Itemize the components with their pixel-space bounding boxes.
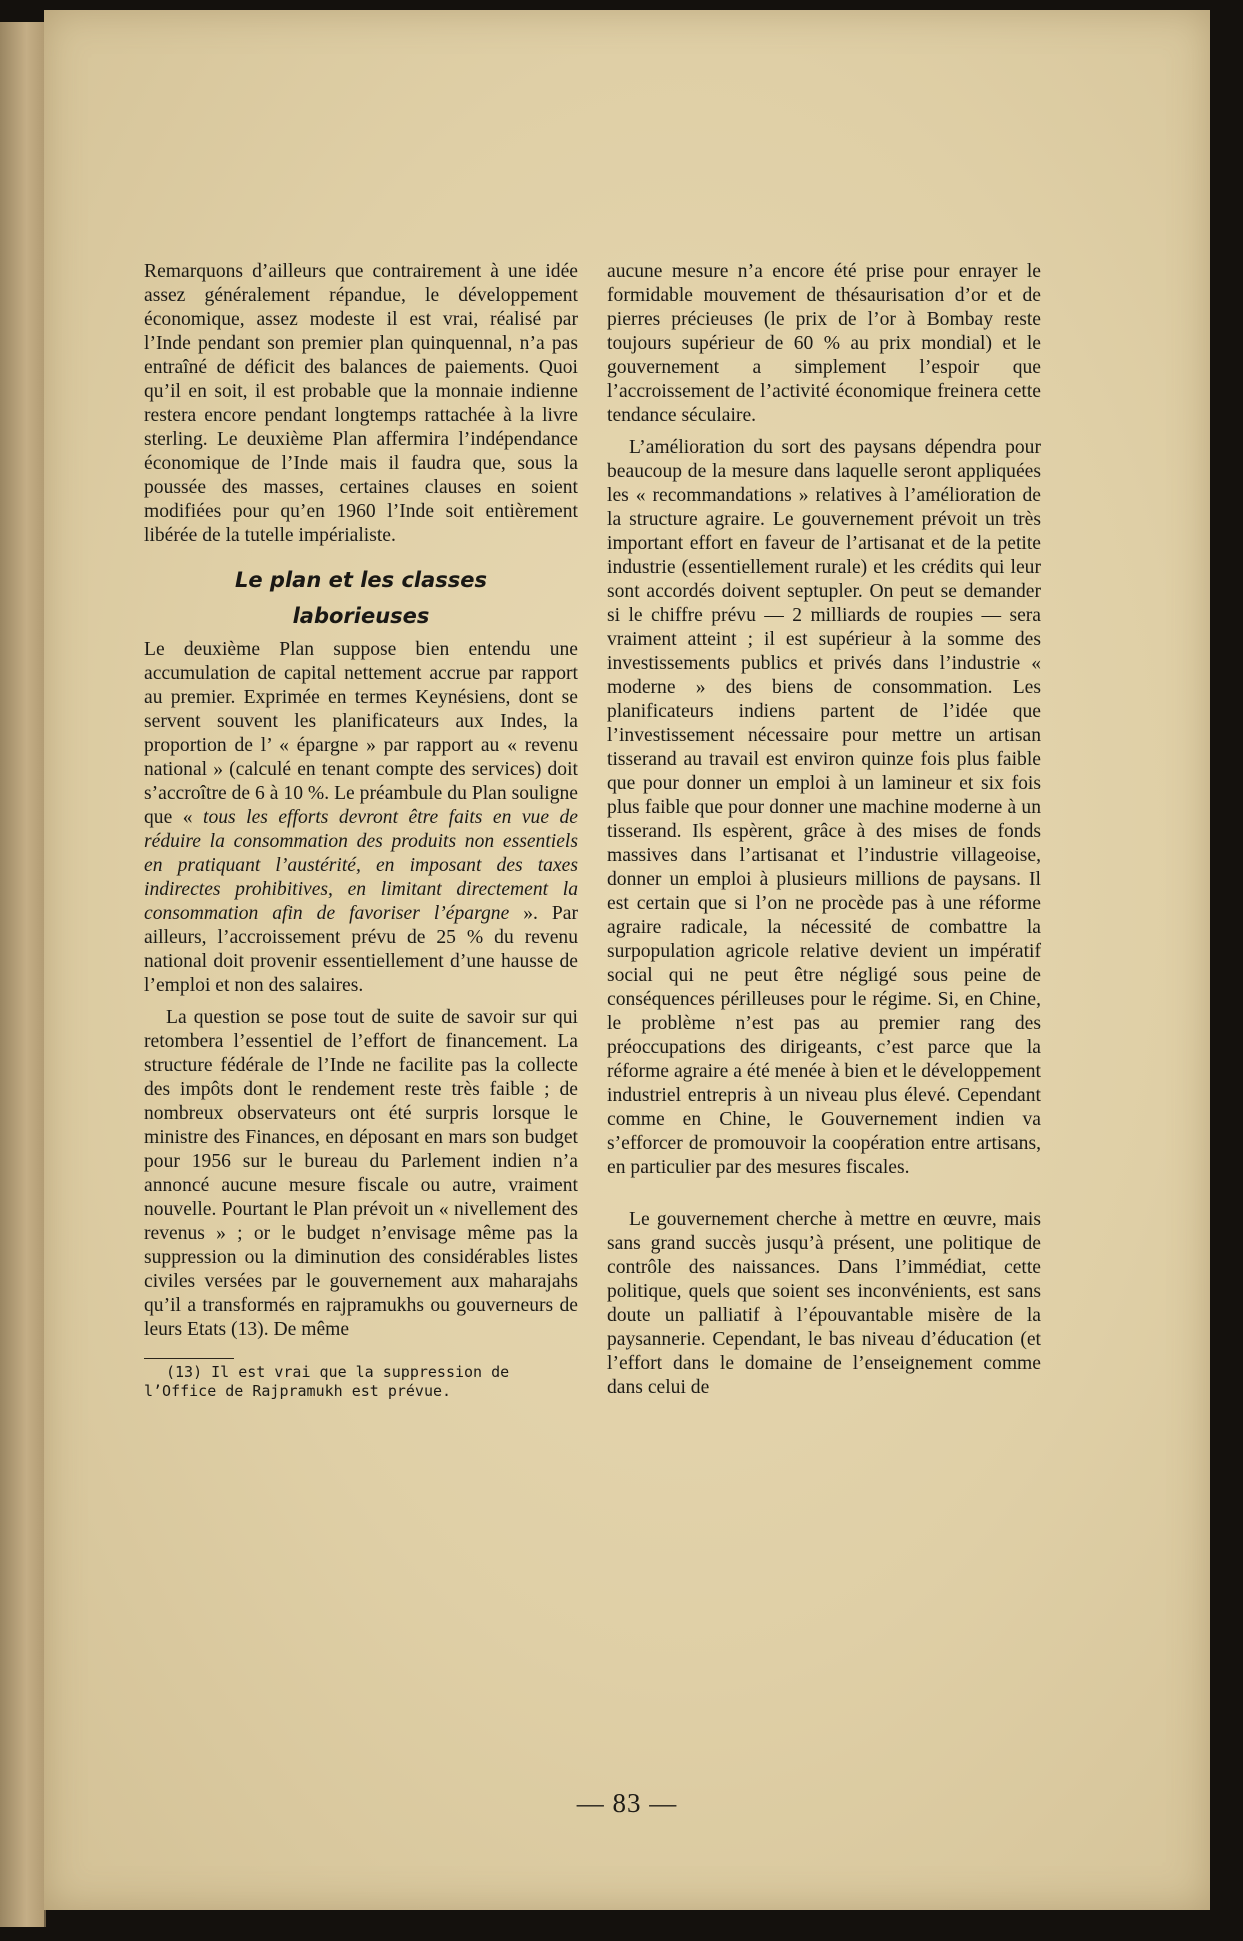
plan-preamble-quote: tous les efforts devront être faits en vue de réduire la consommation des produits non essentiels en pratiquant l’austérité, en imposant des taxes indirectes prohibitives, en limitant directement la consommation afin de favoriser l’épargne	[144, 807, 578, 924]
section-heading-line-2: laborieuses	[292, 604, 430, 628]
paragraph-balance-of-payments: Remarquons d’ailleurs que contrairement à une idée assez généralement répandue, le développement économique, assez modeste il est vrai, réalisé par l’Inde pendant son premier plan quinquennal, n’a pas entraîné de déficit des balances de paiements. Quoi qu’il en soit, il est probable que la monnaie indienne restera encore pendant longtemps rattachée à la livre sterling. Le deuxième Plan affermira l’indépendance économique de l’Inde mais il faudra que, sous la poussée des masses, certaines clauses en soient modifiées pour qu’en 1960 l’Inde soit entièrement libérée de la tutelle impérialiste.	[144, 261, 578, 546]
paragraph-peasant-conditions: L’amélioration du sort des paysans dépendra pour beaucoup de la mesure dans laquelle seront appliquées les « recommandations » relatives à l’amélioration de la structure agraire. Le gouvernement prévoit un très important effort en faveur de l’artisanat et de la petite industrie (essentiellement rurale) et les crédits qui leur sont accordés doivent septupler. On peut se demander si le chiffre prévu — 2 milliards de roupies — sera vraiment atteint ; il est supérieur à la somme des investissements publics et privés dans l’industrie « moderne » des biens de consommation. Les planificateurs indiens partent de l’idée que l’investissement nécessaire pour mettre un artisan tisserand au travail est environ quinze fois plus faible que pour donner un emploi à un lamineur et six fois plus faible que pour donner une machine moderne à un tisserand. Ils espèrent, grâce à des mises de fonds massives dans l’artisanat et l’industrie villageoise, donner un emploi à plusieurs millions de paysans. Il est certain que si l’on ne procède pas à une réforme agraire radicale, la nécessité de combattre la surpopulation agricole relative devient un impératif social qui ne peut être négligé sous peine de conséquences périlleuses pour le régime. Si, en Chine, le problème n’est pas au premier rang des préoccupations des dirigeants, c’est parce que la réforme agraire a été menée à bien et le développement industriel entrepris à un niveau plus élevé. Cependant comme en Chine, le Gouvernement indien va s’efforcer de promouvoir la coopération entre artisans, en particulier par des mesures fiscales.	[607, 437, 1041, 1178]
paragraph-capital-accumulation-intro: Le deuxième Plan suppose bien entendu une accumulation de capital nettement accrue par rapport au premier. Exprimée en termes Keynésiens, dont se servent souvent les planificateurs aux Indes, la proportion de l’ « épargne » par rapport au « revenu national » (calculé en tenant compte des services) doit s’accroître de 6 à 10 %. Le préambule du Plan souligne que «	[144, 639, 578, 828]
paragraph-birth-control: Le gouvernement cherche à mettre en œuvre, mais sans grand succès jusqu’à présent, une politique de contrôle des naissances. Dans l’immédiat, cette politique, quels que soient ses inconvénients, est sans doute un palliatif à l’épouvantable misère de la paysannerie. Cependant, le bas niveau d’éducation (et l’effort dans le domaine de l’enseignement comme dans celui de	[607, 1209, 1041, 1398]
facing-page-edge	[0, 22, 46, 1927]
right-column	[607, 260, 1041, 1400]
section-heading-line-1: Le plan et les classes	[235, 568, 487, 592]
left-column	[144, 260, 578, 1401]
paragraph-gold-hoarding: aucune mesure n’a encore été prise pour enrayer le formidable mouvement de thésaurisation d’or et de pierres précieuses (le prix de l’or à Bombay reste toujours supérieur de 60 % au prix mondial) et le gouvernement a simplement l’espoir que l’accroissement de l’activité économique freinera cette tendance séculaire.	[607, 261, 1041, 426]
book-page	[44, 10, 1210, 1910]
footnote-divider	[144, 1358, 234, 1359]
paragraph-financing-burden: La question se pose tout de suite de savoir sur qui retombera l’essentiel de l’effort de financement. La structure fédérale de l’Inde ne facilite pas la collecte des impôts dont le rendement reste très faible ; de nombreux observateurs ont été surpris lorsque le ministre des Finances, en déposant en mars son budget pour 1956 sur le bureau du Parlement indien n’a annoncé aucune mesure fiscale ou autre, vraiment nouvelle. Pourtant le Plan prévoit un « nivellement des revenus » ; or le budget n’envisage même pas la suppression ou la diminution des considérables listes civiles versées par le gouvernement aux maharajahs qu’il a transformés en rajpramukhs ou gouverneurs de leurs Etats (13). De même	[144, 1007, 578, 1340]
footnote-13: (13) Il est vrai que la suppression de l’Office de Rajpramukh est prévue.	[144, 1363, 510, 1400]
paragraph-capital-accumulation	[144, 638, 578, 998]
paragraph-capital-accumulation-outro: ». Par ailleurs, l’accroissement prévu de 25 % du revenu national doit provenir essentiellement d’une hausse de l’emploi et non des salaires.	[144, 903, 578, 996]
section-heading	[144, 562, 578, 634]
page-number: — 83 —	[576, 1788, 678, 1818]
